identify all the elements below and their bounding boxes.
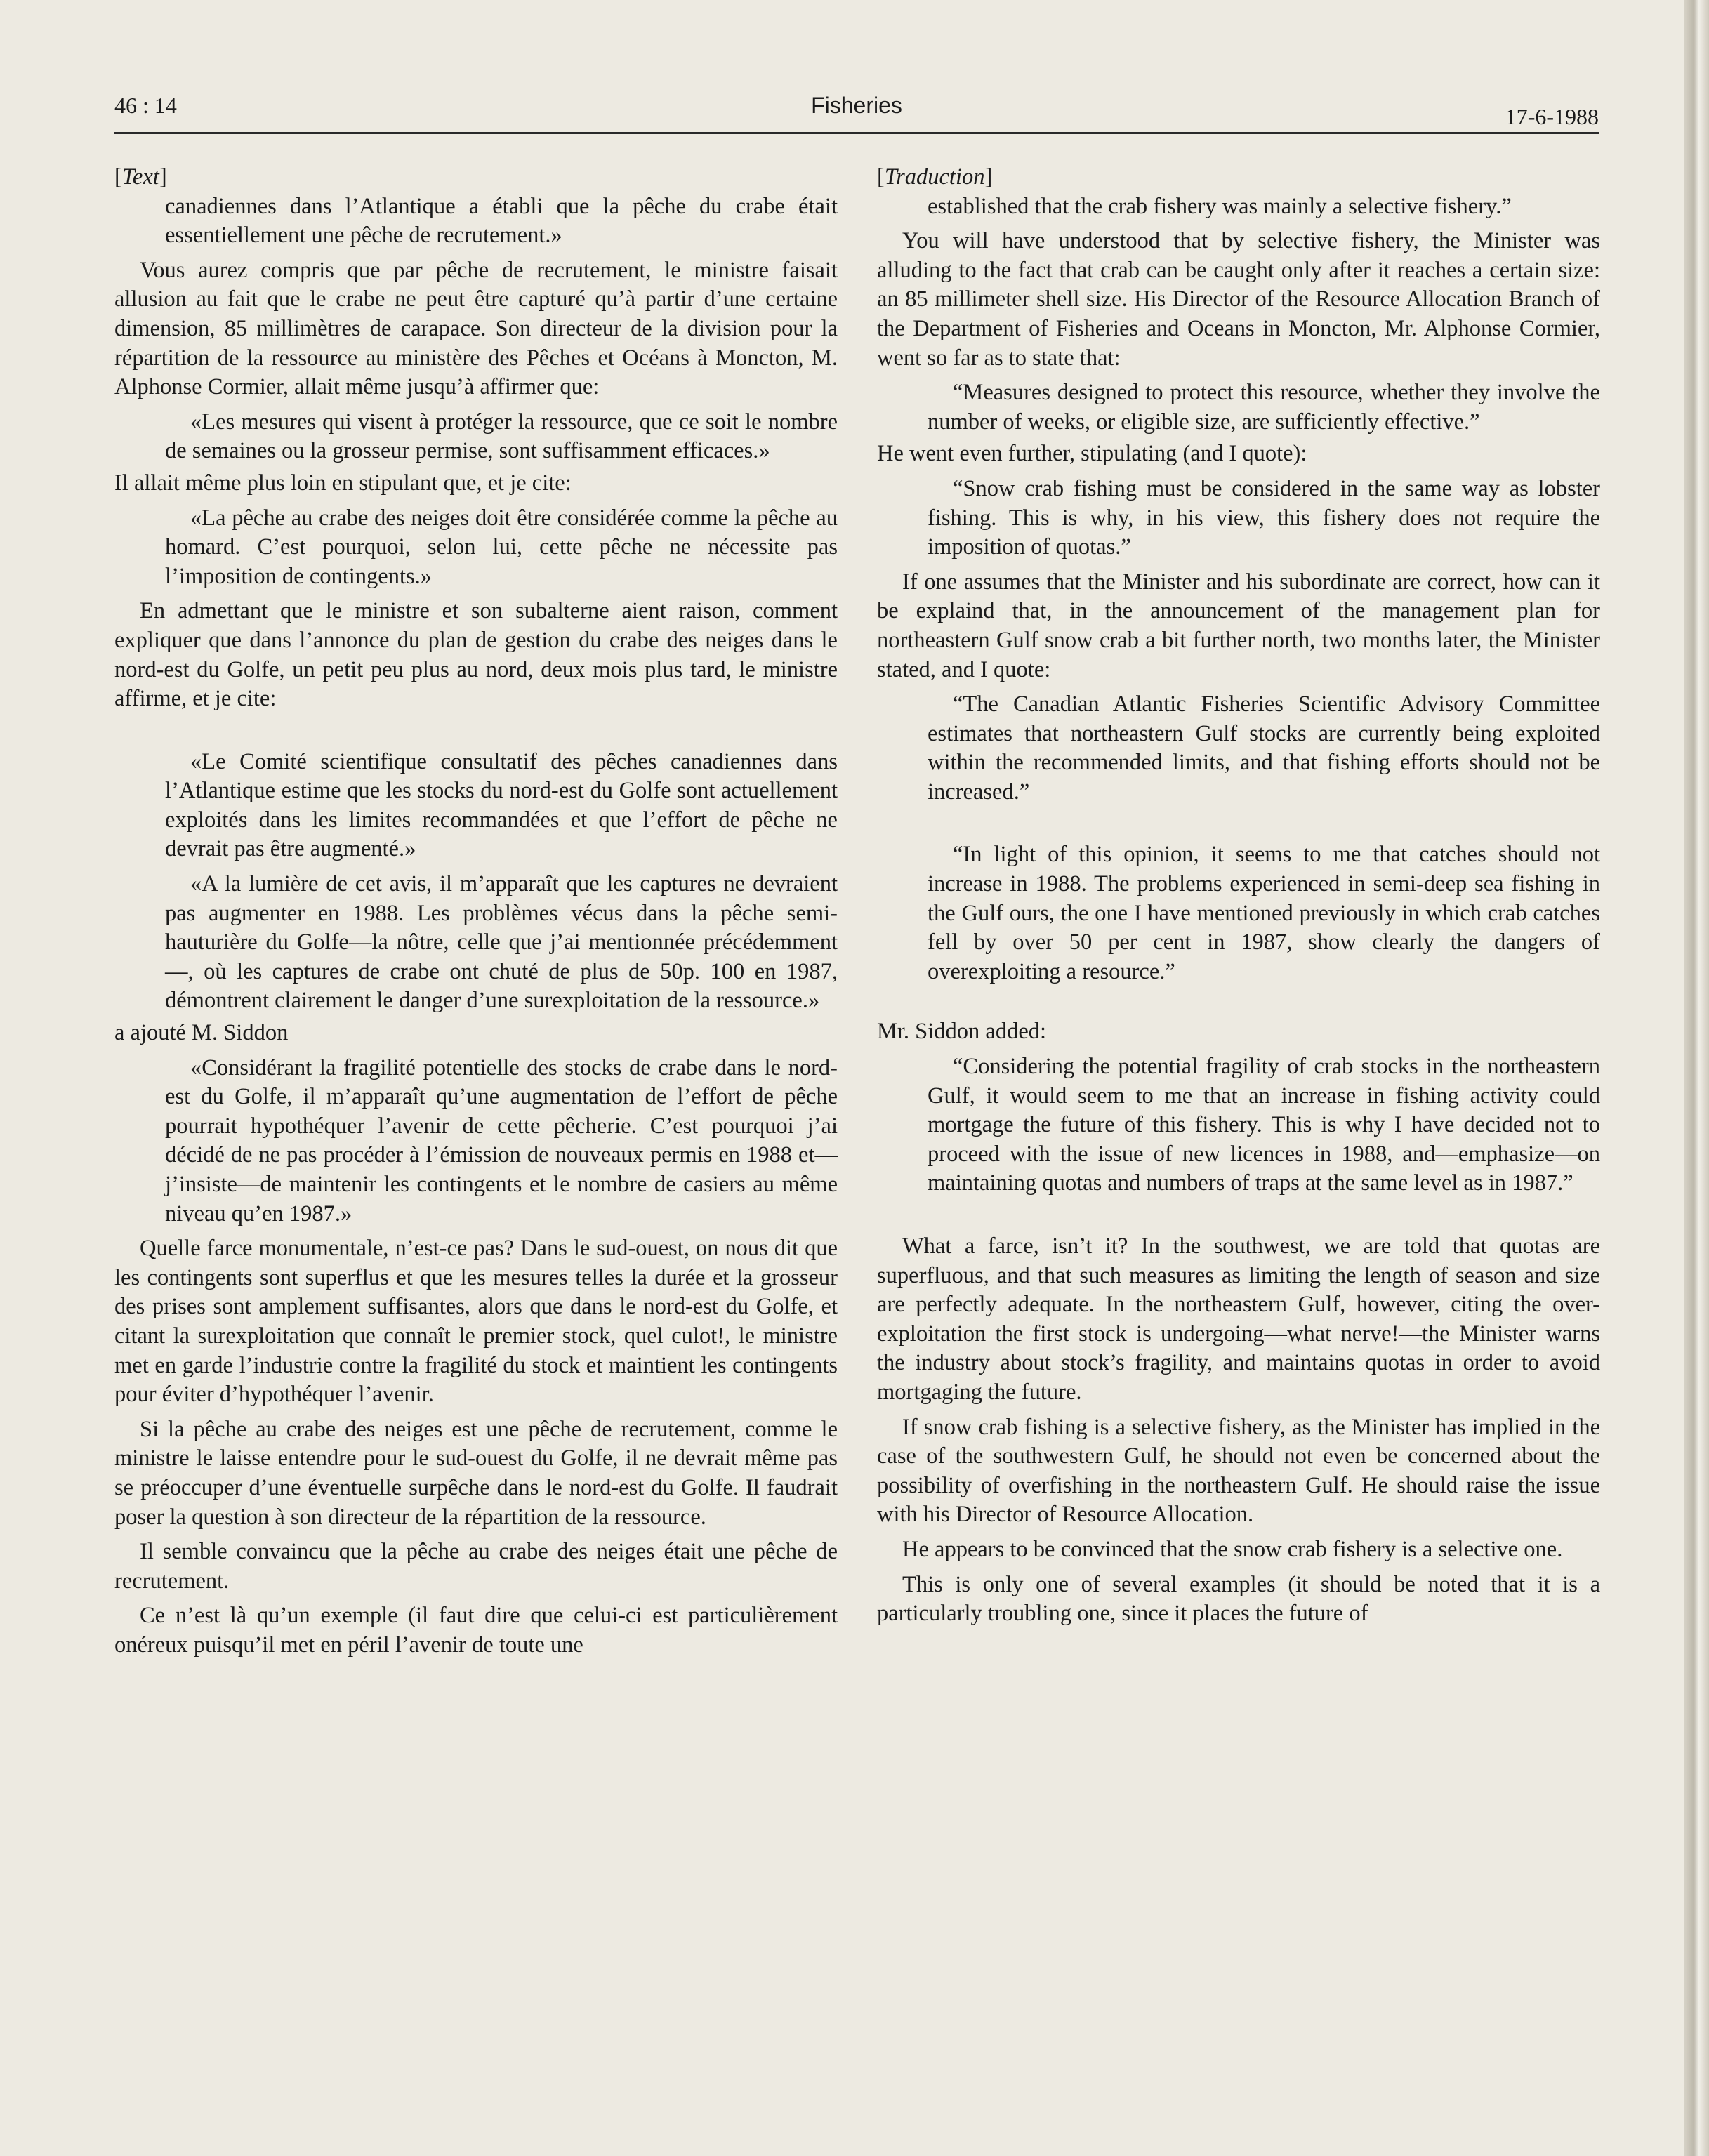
block-quote: “Measures designed to protect this resource, whether they involve the number of weeks, or eligible size, are sufficiently effective.”: [928, 380, 1600, 435]
page-binding-edge: [1684, 0, 1709, 2156]
page-date: 17-6-1988: [1505, 104, 1599, 129]
block-quote: «La pêche au crabe des neiges doit être considérée comme la pêche au homard. C’est pourquoi, selon lui, cette pêche ne nécessite pas l’imposition de contingents.»: [165, 505, 838, 589]
paragraph: Vous aurez compris que par pêche de recrutement, le ministre faisait allusion au fait que le crabe ne peut être capturé qu’à partir d’une certaine dimension, 85 millimètres de carapace. Son directeur de la division pour la répartition de la ressource au ministère des Pêches et Océans à Moncton, M. Alphonse Cormier, allait même jusqu’à affirmer que:: [114, 257, 838, 400]
french-column: [114, 163, 838, 1660]
page-header: [114, 90, 1599, 134]
paragraph: He appears to be convinced that the snow crab fishery is a selective one.: [902, 1536, 1563, 1562]
block-quote: «Considérant la fragilité potentielle des stocks de crabe dans le nord-est du Golfe, il m’apparaît qu’une augmentation de l’effort de pêche pourrait hypothéquer l’avenir de cette pêcherie. C’est pourquoi j’ai décidé de ne pas procéder à l’émission de nouveaux permis en 1988 et—j’insiste—de maintenir les contingents et le nombre de casiers au même niveau qu’en 1987.»: [165, 1054, 838, 1226]
paragraph: Mr. Siddon added:: [877, 1019, 1047, 1045]
block-quote: «A la lumière de cet avis, il m’apparaît que les captures ne devraient pas augmenter en 1988. Les problèmes vécus dans la pêche semi-hauturière du Golfe—la nôtre, celle que j’ai mentionnée précédemment—, où les captures de crabe ont chuté de plus de 50p. 100 en 1987, démontrent clairement le danger d’une surexploitation de la ressource.»: [165, 871, 838, 1014]
paragraph: a ajouté M. Siddon: [114, 1020, 289, 1046]
english-column: [877, 163, 1600, 1629]
paragraph: You will have understood that by selective fishery, the Minister was alluding to the fact that crab can be caught only after it reaches a certain size: an 85 millimeter shell size. His Director of the Resource Allocation Branch of the Department of Fisheries and Oceans in Moncton, Mr. Alphonse Cormier, went so far as to state that:: [877, 228, 1600, 371]
block-quote: «Le Comité scientifique consultatif des pêches canadiennes dans l’Atlantique estime que les stocks du nord-est du Golfe sont actuellement exploités dans les limites recommandées et que l’effort de pêche ne devrait pas être augmenté.»: [165, 748, 838, 862]
page-number: 46 : 14: [114, 93, 177, 118]
paragraph: If snow crab fishing is a selective fishery, as the Minister has implied in the case of the southwestern Gulf, he should not even be concerned about the possibility of overfishing in the northeastern Gulf. He should raise the issue with his Director of Resource Allocation.: [877, 1414, 1600, 1528]
paragraph: What a farce, isn’t it? In the southwest, we are told that quotas are superfluous, and that such measures as limiting the length of season and size are perfectly adequate. In the northeastern Gulf, however, citing the over-exploitation the first stock is undergoing—what nerve!—the Minister warns the industry about stock’s fragility, and maintains quotas in order to avoid mortgaging the future.: [877, 1234, 1600, 1405]
continuation-text: canadiennes dans l’Atlantique a établi que la pêche du crabe était essentiellement une pêche de recrutement.»: [165, 193, 838, 249]
running-title: Fisheries: [811, 93, 902, 118]
block-quote: “Considering the potential fragility of crab stocks in the northeastern Gulf, it would seem to me that an increase in fishing activity could mortgage the future of this fishery. This is why I have decided not to proceed with the issue of new licences in 1988, and—emphasize—on maintaining quotas and numbers of traps at the same level as in 1987.”: [928, 1054, 1600, 1196]
continuation-text: established that the crab fishery was mainly a selective fishery.”: [928, 193, 1512, 219]
column-label: [Traduction]: [877, 164, 993, 190]
block-quote: “In light of this opinion, it seems to me that catches should not increase in 1988. The problems experienced in semi-deep sea fishing in the Gulf ours, the one I have mentioned previously in which crab catches fell by over 50 per cent in 1987, show clearly the dangers of overexploiting a resource.”: [928, 842, 1600, 984]
block-quote: “Snow crab fishing must be considered in the same way as lobster fishing. This is why, in his view, this fishery does not require the imposition of quotas.”: [928, 475, 1600, 560]
paragraph: He went even further, stipulating (and I quote):: [877, 441, 1307, 467]
paragraph: Il semble convaincu que la pêche au crabe des neiges était une pêche de recrutement.: [114, 1539, 838, 1594]
block-quote: “The Canadian Atlantic Fisheries Scientific Advisory Committee estimates that northeastern Gulf stocks are currently being exploited within the recommended limits, and that fishing efforts should not be increased.”: [928, 692, 1600, 805]
paragraph: If one assumes that the Minister and his subordinate are correct, how can it be explaind that, in the announcement of the management plan for northeastern Gulf snow crab a bit further north, two months later, the Minister stated, and I quote:: [877, 569, 1600, 682]
paragraph: Si la pêche au crabe des neiges est une pêche de recrutement, comme le ministre le laisse entendre pour le sud-ouest du Golfe, il ne devrait même pas se préoccuper d’une éventuelle surpêche dans le nord-est du Golfe. Il faudrait poser la question à son directeur de la répartition de la ressource.: [114, 1416, 838, 1530]
paragraph: En admettant que le ministre et son subalterne aient raison, comment expliquer que dans l’annonce du plan de gestion du crabe des neiges dans le nord-est du Golfe, un petit peu plus au nord, deux mois plus tard, le ministre affirme, et je cite:: [114, 598, 838, 712]
paragraph: Il allait même plus loin en stipulant que, et je cite:: [114, 470, 572, 496]
block-quote: «Les mesures qui visent à protéger la ressource, que ce soit le nombre de semaines ou la grosseur permise, sont suffisamment efficaces.»: [165, 409, 838, 464]
paragraph: This is only one of several examples (it should be noted that it is a particularly troubling one, since it places the future of: [877, 1571, 1600, 1627]
paragraph: Ce n’est là qu’un exemple (il faut dire que celui-ci est particulièrement onéreux puisqu’il met en péril l’avenir de toute une: [114, 1603, 838, 1658]
column-label: [Text]: [114, 164, 167, 190]
paragraph: Quelle farce monumentale, n’est-ce pas? Dans le sud-ouest, on nous dit que les contingents sont superflus et que les mesures telles la durée et la grosseur des prises sont amplement suffisantes, alors que dans le nord-est du Golfe, et citant la surexploitation que connaît le premier stock, quel culot!, le ministre met en garde l’industrie contre la fragilité du stock et maintient les contingents pour éviter d’hypothéquer l’avenir.: [114, 1236, 838, 1408]
